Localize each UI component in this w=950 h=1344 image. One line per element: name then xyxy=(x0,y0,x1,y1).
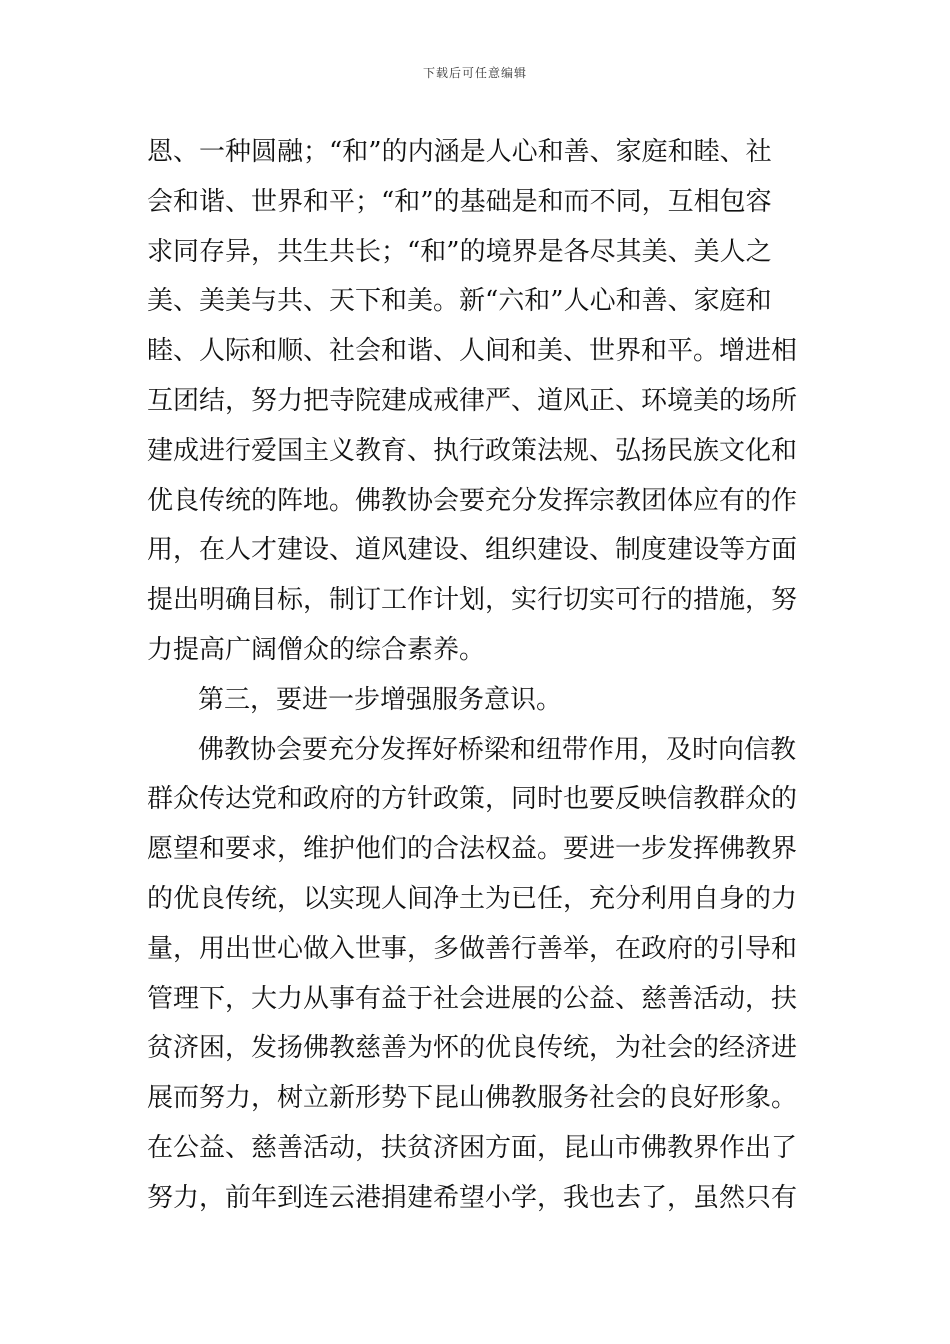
text-line: 建成进行爱国主义教育、执行政策法规、弘扬民族文化和 xyxy=(147,435,798,466)
page-header: 下载后可任意编辑 xyxy=(422,66,527,80)
text-line: 量，用出世心做入世事，多做善行善举，在政府的引导和 xyxy=(147,933,798,964)
text-line: 愿望和要求，维护他们的合法权益。要进一步发挥佛教界 xyxy=(147,834,798,865)
text-line: 会和谐、世界和平；“和”的基础是和而不同，互相包容 xyxy=(147,186,772,217)
text-line: 在公益、慈善活动，扶贫济困方面，昆山市佛教界作出了 xyxy=(147,1132,798,1163)
text-line: 力提高广阔僧众的综合素养。 xyxy=(147,634,486,665)
section-heading: 第三，要进一步增强服务意识。 xyxy=(198,684,563,715)
text-line: 用，在人才建设、道风建设、组织建设、制度建设等方面 xyxy=(147,535,798,566)
text-line: 贫济困，发扬佛教慈善为怀的优良传统，为社会的经济进 xyxy=(147,1033,798,1064)
text-line: 佛教协会要充分发挥好桥梁和纽带作用，及时向信教 xyxy=(198,734,797,765)
text-line: 群众传达党和政府的方针政策，同时也要反映信教群众的 xyxy=(147,784,798,815)
text-line: 提出明确目标，制订工作计划，实行切实可行的措施，努 xyxy=(147,585,798,616)
text-line: 睦、人际和顺、社会和谐、人间和美、世界和平。增进相 xyxy=(147,336,798,367)
text-line: 优良传统的阵地。佛教协会要充分发挥宗教团体应有的作 xyxy=(147,485,798,516)
text-line: 互团结，努力把寺院建成戒律严、道风正、环境美的场所 xyxy=(147,385,798,416)
text-line: 求同存异，共生共长；“和”的境界是各尽其美、美人之 xyxy=(147,236,772,267)
text-line: 展而努力，树立新形势下昆山佛教服务社会的良好形象。 xyxy=(147,1083,798,1114)
text-line: 努力，前年到连云港捐建希望小学，我也去了，虽然只有 xyxy=(147,1182,798,1213)
text-line: 管理下，大力从事有益于社会进展的公益、慈善活动，扶 xyxy=(147,983,798,1014)
text-line: 美、美美与共、天下和美。新“六和”人心和善、家庭和 xyxy=(147,286,772,317)
text-line: 的优良传统，以实现人间净土为已任，充分利用自身的力 xyxy=(147,883,798,914)
document-body xyxy=(147,128,807,1224)
text-line: 恩、一种圆融；“和”的内涵是人心和善、家庭和睦、社 xyxy=(147,137,772,167)
